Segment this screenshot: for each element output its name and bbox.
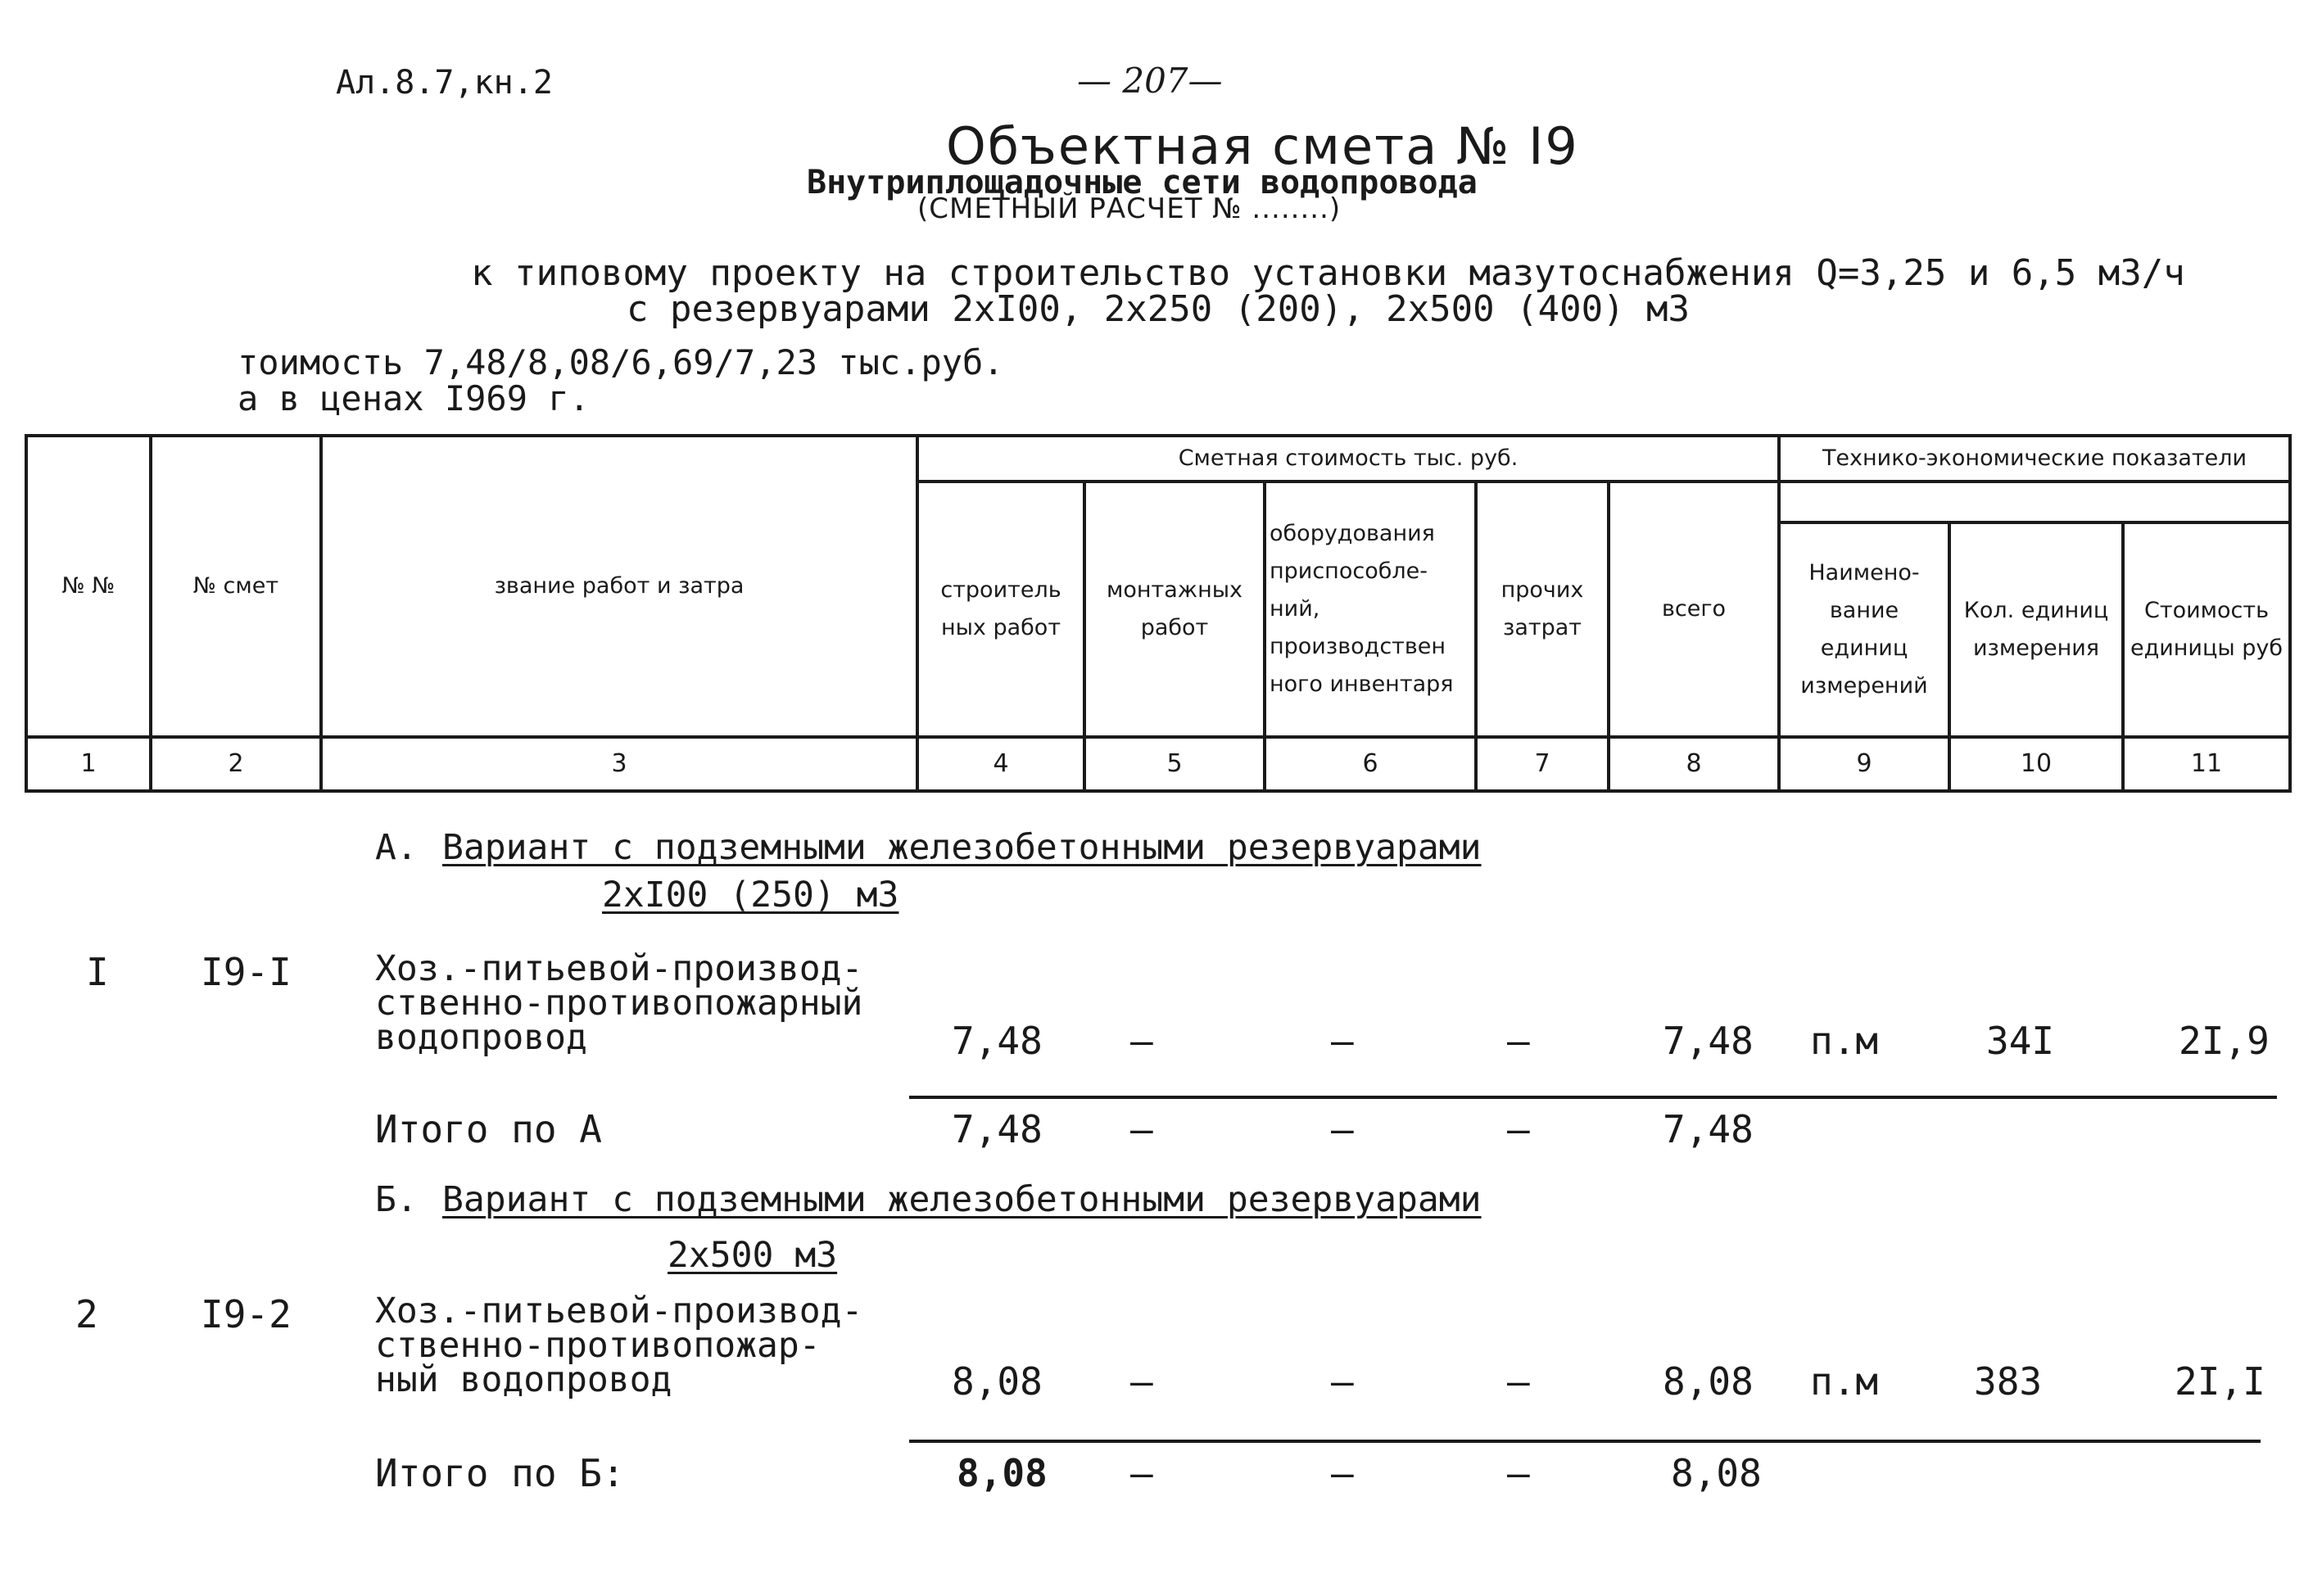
section-b-heading: Вариант с подземными железобетонными резервуарами bbox=[442, 1179, 1482, 1220]
total-equip: – bbox=[1331, 1451, 1354, 1495]
total-label: Итого по А bbox=[375, 1107, 602, 1151]
col-number: 7 bbox=[1476, 737, 1609, 791]
row-equip: – bbox=[1331, 1359, 1354, 1404]
col-number: 8 bbox=[1609, 737, 1779, 791]
document-title: Объектная смета № I9 bbox=[946, 116, 1579, 176]
col-number: 4 bbox=[917, 737, 1084, 791]
col-header-smet: № смет bbox=[151, 436, 321, 737]
col-header-name: звание работ и затра bbox=[321, 436, 917, 737]
col-number: 3 bbox=[321, 737, 917, 791]
col-header-other: прочих затрат bbox=[1476, 482, 1609, 737]
cost-line: тоимость 7,48/8,08/6,69/7,23 тыс.руб. bbox=[238, 342, 1004, 382]
row-smet: I9-I bbox=[201, 950, 292, 994]
col-number: 5 bbox=[1084, 737, 1265, 791]
total-other: – bbox=[1507, 1107, 1530, 1151]
row-equip: – bbox=[1331, 1019, 1354, 1063]
row-build: 7,48 bbox=[952, 1019, 1043, 1063]
section-a-heading-2: 2хI00 (250) м3 bbox=[602, 875, 899, 916]
total-other: – bbox=[1507, 1451, 1530, 1495]
row-count: 383 bbox=[1974, 1359, 2043, 1404]
col-header-unit-name: Наимено- вание единиц измерений bbox=[1779, 522, 1949, 737]
calc-reference: (СМЕТНЫЙ РАСЧЕТ № ........) bbox=[917, 192, 1342, 225]
section-b-prefix: Б. bbox=[375, 1179, 418, 1220]
row-unit: п.м bbox=[1810, 1359, 1879, 1404]
total-mount: – bbox=[1130, 1451, 1153, 1495]
document-reference: Ал.8.7,кн.2 bbox=[336, 64, 553, 102]
row-unit: п.м bbox=[1810, 1019, 1879, 1063]
row-divider bbox=[909, 1096, 2277, 1099]
total-equip: – bbox=[1331, 1107, 1354, 1151]
row-name: Хоз.-питьевой-производ- ственно-противопожар- ный водопровод bbox=[375, 1291, 863, 1400]
prices-line: а в ценах I969 г. bbox=[238, 378, 590, 418]
row-mount: – bbox=[1130, 1019, 1153, 1063]
col-number: 10 bbox=[1949, 737, 2123, 791]
col-number: 1 bbox=[26, 737, 151, 791]
row-unit-cost: 2I,I bbox=[2175, 1359, 2265, 1404]
row-mount: – bbox=[1130, 1359, 1153, 1404]
row-count: 34I bbox=[1986, 1019, 2055, 1063]
group-header-cost: Сметная стоимость тыс. руб. bbox=[917, 436, 1779, 482]
col-number: 2 bbox=[151, 737, 321, 791]
col-header-mount: монтажных работ bbox=[1084, 482, 1265, 737]
row-other: – bbox=[1507, 1359, 1530, 1404]
col-header-unit-count: Кол. единиц измерения bbox=[1949, 522, 2123, 737]
col-header-total: всего bbox=[1609, 482, 1779, 737]
section-b-heading-2: 2х500 м3 bbox=[668, 1235, 838, 1276]
col-number: 6 bbox=[1265, 737, 1476, 791]
row-other: – bbox=[1507, 1019, 1530, 1063]
row-name: Хоз.-питьевой-производ- ственно-противопожарный водопровод bbox=[375, 948, 863, 1058]
project-line-2: с резервуарами 2хI00, 2х250 (200), 2х500 (400) м3 bbox=[627, 288, 1691, 330]
col-header-equip: оборудования приспособле- ний, производствен ного инвентаря bbox=[1265, 482, 1476, 737]
total-build: 8,08 bbox=[957, 1451, 1048, 1495]
total-mount: – bbox=[1130, 1107, 1153, 1151]
row-no: 2 bbox=[75, 1292, 98, 1336]
total-build: 7,48 bbox=[952, 1107, 1043, 1151]
group-header-tech: Технико-экономические показатели bbox=[1779, 436, 2290, 482]
row-total: 7,48 bbox=[1663, 1019, 1754, 1063]
col-number: 9 bbox=[1779, 737, 1949, 791]
row-unit-cost: 2I,9 bbox=[2179, 1019, 2270, 1063]
row-divider bbox=[909, 1440, 2261, 1443]
col-header-build: строитель ных работ bbox=[917, 482, 1084, 737]
document-subtitle: Внутриплощадочные сети водопровода bbox=[807, 164, 1478, 201]
row-total: 8,08 bbox=[1663, 1359, 1754, 1404]
col-number: 11 bbox=[2123, 737, 2290, 791]
section-a-prefix: А. bbox=[375, 827, 418, 868]
estimate-table-header bbox=[25, 434, 2292, 793]
total-label: Итого по Б: bbox=[375, 1451, 625, 1495]
col-header-no: № № bbox=[26, 436, 151, 737]
col-header-unit-cost: Стоимость единицы руб bbox=[2123, 522, 2290, 737]
page-number: — 207— bbox=[1077, 61, 1223, 101]
total-total: 8,08 bbox=[1671, 1451, 1762, 1495]
section-a-heading: Вариант с подземными железобетонными резервуарами bbox=[442, 827, 1482, 868]
row-build: 8,08 bbox=[952, 1359, 1043, 1404]
total-total: 7,48 bbox=[1663, 1107, 1754, 1151]
project-line-1: к типовому проекту на строительство установки мазутоснабжения Q=3,25 и 6,5 м3/ч bbox=[471, 252, 2185, 294]
row-smet: I9-2 bbox=[201, 1292, 292, 1336]
row-no: I bbox=[86, 950, 109, 994]
